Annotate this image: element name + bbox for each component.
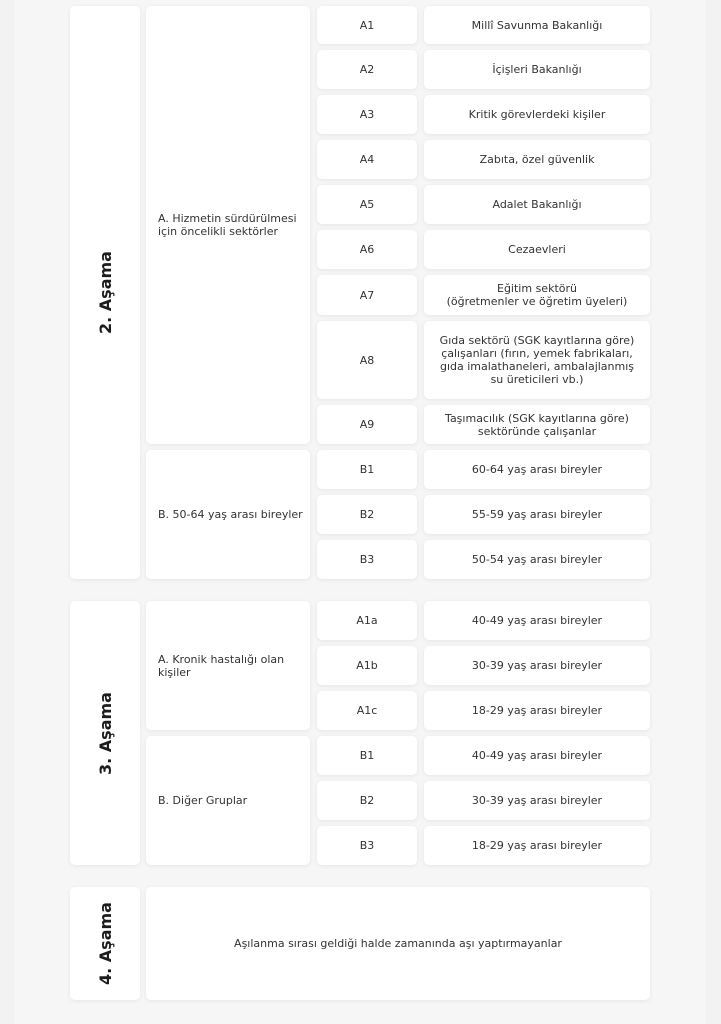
stage-2-label: 2. Aşama [70, 6, 140, 579]
table-row-code: A1c [317, 691, 417, 730]
table-row-code: A5 [317, 185, 417, 224]
table-row-desc: Adalet Bakanlığı [424, 185, 650, 224]
table-row-code: A8 [317, 321, 417, 399]
table-row-code: B2 [317, 781, 417, 820]
table-row-desc: 40-49 yaş arası bireyler [424, 601, 650, 640]
stage-4-note: Aşılanma sırası geldiği halde zamanında aşı yaptırmayanlar [146, 887, 650, 1000]
table-row-code: A3 [317, 95, 417, 134]
stage-3-label: 3. Aşama [70, 601, 140, 865]
table-row-code: B1 [317, 450, 417, 489]
table-row-desc: Gıda sektörü (SGK kayıtlarına göre) çalışanları (fırın, yemek fabrikaları, gıda imalathaneleri, ambalajlanmış su üreticileri vb.) [424, 321, 650, 399]
table-row-code: A2 [317, 50, 417, 89]
table-row-code: A4 [317, 140, 417, 179]
table-row-desc: Kritik görevlerdeki kişiler [424, 95, 650, 134]
table-row-desc: 40-49 yaş arası bireyler [424, 736, 650, 775]
stage-3-group-a: A. Kronik hastalığı olan kişiler [146, 601, 310, 730]
table-row-code: A1 [317, 6, 417, 44]
table-row-desc: 60-64 yaş arası bireyler [424, 450, 650, 489]
table-row-desc: İçişleri Bakanlığı [424, 50, 650, 89]
table-row-code: A7 [317, 275, 417, 315]
table-row-code: A6 [317, 230, 417, 269]
stage-3-group-b: B. Diğer Gruplar [146, 736, 310, 865]
table-row-desc: Eğitim sektörü (öğretmenler ve öğretim üyeleri) [424, 275, 650, 315]
table-row-code: B3 [317, 826, 417, 865]
stage-4-label: 4. Aşama [70, 887, 140, 1000]
table-row-desc: 30-39 yaş arası bireyler [424, 646, 650, 685]
table-row-code: B1 [317, 736, 417, 775]
table-row-desc: Millî Savunma Bakanlığı [424, 6, 650, 44]
stage-2-group-b: B. 50-64 yaş arası bireyler [146, 450, 310, 579]
table-row-code: B2 [317, 495, 417, 534]
table-row-desc: 55-59 yaş arası bireyler [424, 495, 650, 534]
table-row-desc: 30-39 yaş arası bireyler [424, 781, 650, 820]
table-row-code: A1a [317, 601, 417, 640]
table-row-code: A9 [317, 405, 417, 444]
table-row-code: A1b [317, 646, 417, 685]
table-row-desc: 18-29 yaş arası bireyler [424, 826, 650, 865]
table-row-desc: Taşımacılık (SGK kayıtlarına göre) sektöründe çalışanlar [424, 405, 650, 444]
table-row-code: B3 [317, 540, 417, 579]
stage-2-group-a: A. Hizmetin sürdürülmesi için öncelikli sektörler [146, 6, 310, 444]
table-row-desc: 50-54 yaş arası bireyler [424, 540, 650, 579]
table-row-desc: 18-29 yaş arası bireyler [424, 691, 650, 730]
table-row-desc: Zabıta, özel güvenlik [424, 140, 650, 179]
table-row-desc: Cezaevleri [424, 230, 650, 269]
